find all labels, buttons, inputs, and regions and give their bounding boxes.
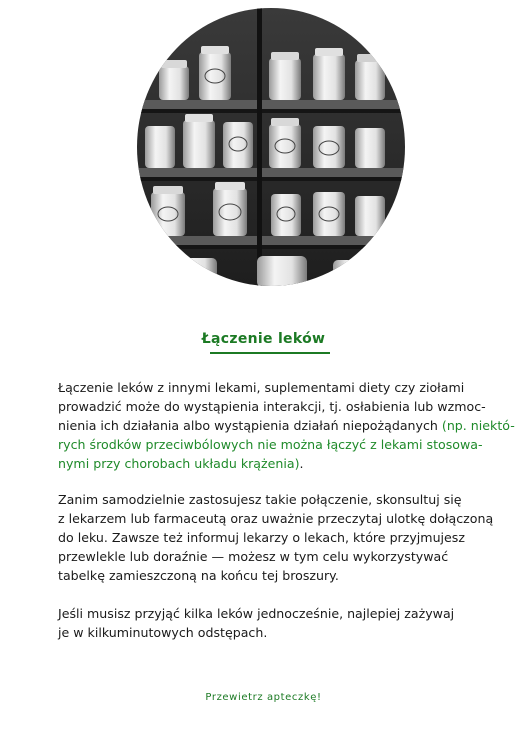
text-line: Zanim samodzielnie zastosujesz takie połączenie, skonsultuj się [58, 492, 462, 507]
text-line: z lekarzem lub farmaceutą oraz uważnie przeczytaj ulotkę dołączoną [58, 511, 494, 526]
text-line: Jeśli musisz przyjąć kilka leków jednocześnie, najlepiej zażywaj [58, 606, 455, 621]
apothecary-jars-photo [137, 8, 405, 286]
text-line [58, 454, 498, 473]
section-title: Łączenie leków [201, 331, 326, 347]
text-segment: nienia ich działania albo wystąpienia działań niepożądanych [58, 418, 442, 433]
title-underline [210, 352, 330, 354]
text-line: tabelkę zamieszczoną na końcu tej broszury. [58, 568, 339, 583]
text-line: przewlekle lub doraźnie — możesz w tym celu wykorzystywać [58, 549, 449, 564]
text-line [58, 416, 515, 435]
footer-slogan: Przewietrz apteczkę! [205, 692, 322, 703]
paragraph-interactions [58, 378, 515, 473]
text-line: je w kilkuminutowych odstępach. [58, 625, 268, 640]
example-text: nymi przy chorobach układu krążenia) [58, 456, 300, 471]
paragraph-intervals [58, 604, 498, 642]
example-text: (np. niektó- [441, 418, 515, 433]
text-line: do leku. Zawsze też informuj lekarzy o lekach, które przyjmujesz [58, 530, 465, 545]
text-line: Łączenie leków z innymi lekami, suplementami diety czy ziołami [58, 380, 465, 395]
text-line: prowadzić może do wystąpienia interakcji, tj. osłabienia lub wzmoc- [58, 399, 486, 414]
paragraph-consult [58, 490, 498, 585]
example-text: rych środków przeciwbólowych nie można łączyć z lekami stosowa- [58, 437, 483, 452]
text-segment: . [299, 456, 304, 471]
